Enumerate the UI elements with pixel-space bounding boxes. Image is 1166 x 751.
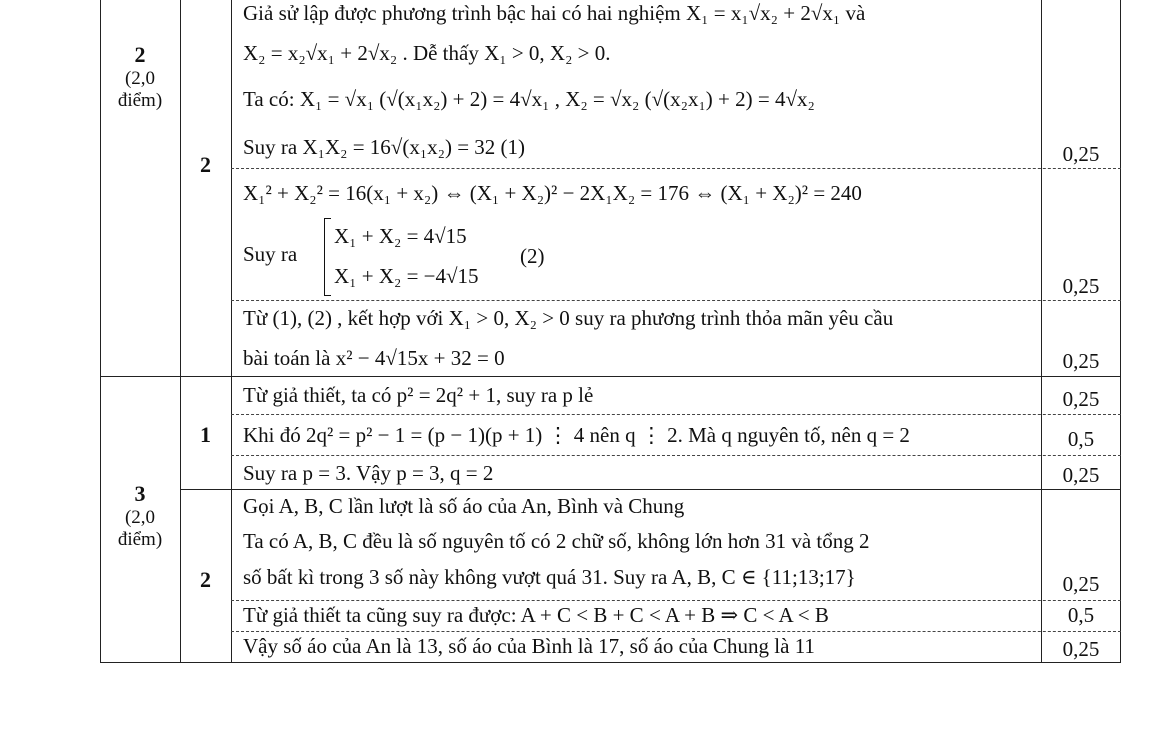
- q3-score-5: 0,5: [1067, 603, 1095, 627]
- q3-line-7: Từ giả thiết ta cũng suy ra được: A + C < B + C < A + B ⇒ C < A < B: [243, 603, 829, 627]
- q3-sub-divider: [180, 489, 1121, 490]
- q3-score-6: 0,25: [1062, 637, 1100, 661]
- table-col-divider-2: [231, 0, 232, 663]
- q2-system-eq-2: X₁ + X₂ = −4√15: [334, 264, 479, 288]
- q3-line-2: Khi đó 2q² = p² − 1 = (p − 1)(p + 1) ⋮ 4 nên q ⋮ 2. Mà q nguyên tố, nên q = 2: [243, 423, 910, 447]
- table-col-divider-3: [1041, 0, 1042, 663]
- q3-score-4: 0,25: [1062, 572, 1100, 596]
- q3-points-line1: (2,0: [124, 507, 156, 528]
- q3-label: [100, 483, 180, 551]
- q2-line-5: X₁² + X₂² = 16(x₁ + x₂) ⇔ (X₁ + X₂)² − 2X₁X₂ = 176 ⇔ (X₁ + X₂)² = 240: [243, 181, 862, 205]
- q2-points-line2: điểm): [117, 90, 163, 111]
- q2-sub-number: 2: [200, 152, 211, 177]
- system-bracket: [324, 218, 331, 296]
- row-separator: [231, 414, 1121, 415]
- q2-line-10: bài toán là x² − 4√15x + 32 = 0: [243, 346, 505, 370]
- q3-line-5: Ta có A, B, C đều là số nguyên tố có 2 chữ số, không lớn hơn 31 và tổng 2: [243, 529, 870, 553]
- table-bottom-border: [100, 662, 1121, 663]
- grading-table: [100, 0, 1121, 663]
- q2-score-2: 0,25: [1062, 274, 1100, 298]
- row-separator: [231, 631, 1121, 632]
- q3-line-3: Suy ra p = 3. Vậy p = 3, q = 2: [243, 461, 494, 485]
- row-separator: [231, 455, 1121, 456]
- q2-line-3: Ta có: X₁ = √x₁ (√(x₁x₂) + 2) = 4√x₁ , X₂ = √x₂ (√(x₂x₁) + 2) = 4√x₂: [243, 87, 815, 111]
- q2-line-2: X₂ = x₂√x₁ + 2√x₂ . Dễ thấy X₁ > 0, X₂ > 0.: [243, 41, 611, 65]
- q2-score-1: 0,25: [1062, 142, 1100, 166]
- table-col-divider-1: [180, 0, 181, 663]
- q3-score-3: 0,25: [1062, 463, 1100, 487]
- row-separator: [231, 168, 1121, 169]
- q2-line-4: Suy ra X₁X₂ = 16√(x₁x₂) = 32 (1): [243, 135, 526, 159]
- q2-system-label: (2): [520, 244, 545, 268]
- q2-score-3: 0,25: [1062, 349, 1100, 373]
- row-separator: [231, 300, 1121, 301]
- q2-points-line1: (2,0: [124, 68, 156, 89]
- q2-label: [100, 44, 180, 112]
- q3-number: 3: [134, 481, 146, 506]
- q2-number: 2: [134, 42, 146, 67]
- q3-line-6: số bất kì trong 3 số này không vượt quá 31. Suy ra A, B, C ∈ {11;13;17}: [243, 565, 856, 589]
- q2-line-6: Suy ra: [243, 242, 298, 266]
- q2-line-9: Từ (1), (2) , kết hợp với X₁ > 0, X₂ > 0 suy ra phương trình thỏa mãn yêu cầu: [243, 306, 894, 330]
- table-border-right: [1120, 0, 1121, 663]
- q3-line-8: Vậy số áo của An là 13, số áo của Bình là 17, số áo của Chung là 11: [243, 634, 815, 658]
- q3-points-line2: điểm): [117, 529, 163, 550]
- q3-sub-number-2: 2: [200, 567, 211, 592]
- q3-top-border: [100, 376, 1121, 377]
- q3-score-2: 0,5: [1067, 427, 1095, 451]
- row-separator: [231, 600, 1121, 601]
- q3-line-4: Gọi A, B, C lần lượt là số áo của An, Bình và Chung: [243, 494, 685, 518]
- q3-score-1: 0,25: [1062, 387, 1100, 411]
- q2-line-1: Giả sử lập được phương trình bậc hai có hai nghiệm X₁ = x₁√x₂ + 2√x₁ và: [243, 1, 866, 25]
- q3-sub-number-1: 1: [200, 422, 211, 447]
- q3-line-1: Từ giả thiết, ta có p² = 2q² + 1, suy ra p lẻ: [243, 383, 594, 407]
- q2-system-eq-1: X₁ + X₂ = 4√15: [334, 224, 467, 248]
